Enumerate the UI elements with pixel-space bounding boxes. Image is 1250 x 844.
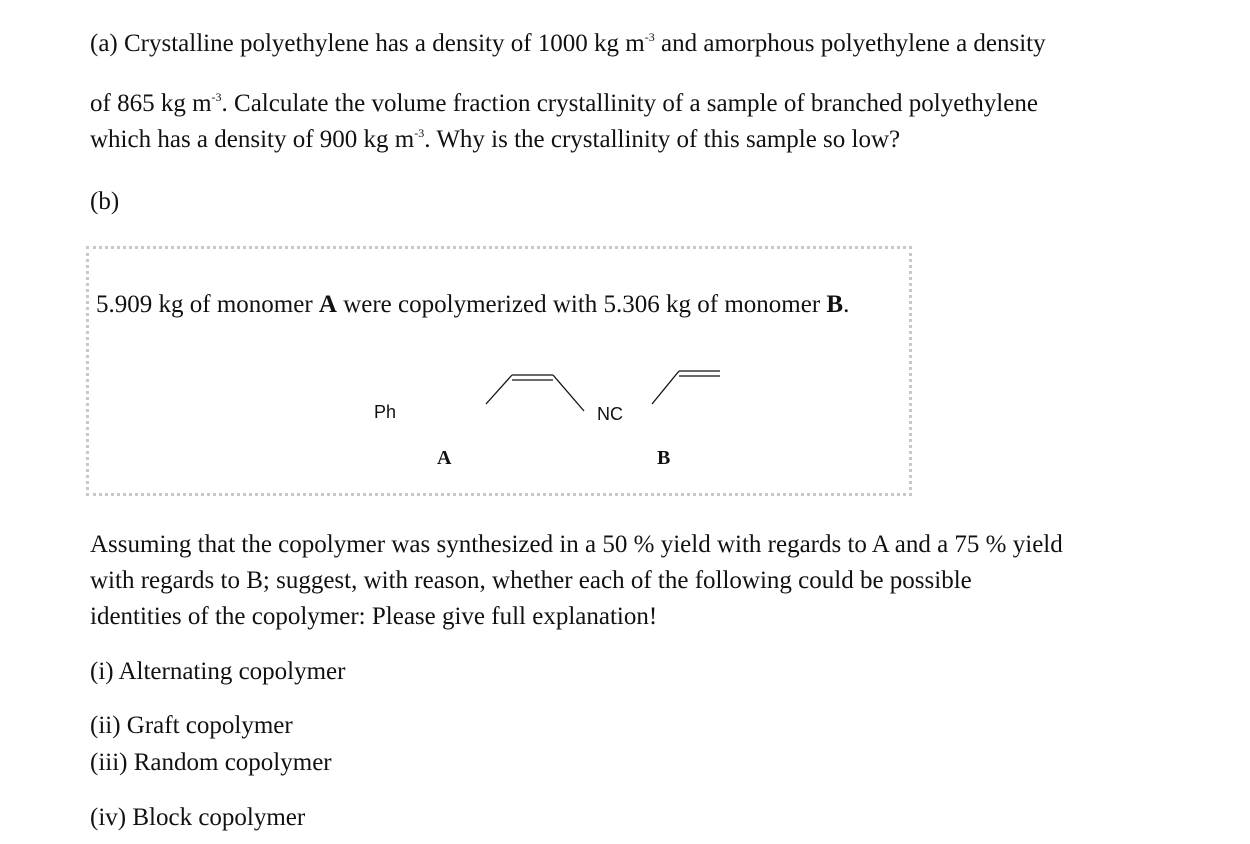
structure-a-skeletal (399, 359, 599, 419)
monomer-b-ref: B (826, 291, 844, 318)
superscript-exponent: -3 (211, 90, 222, 104)
monomer-box (86, 246, 912, 496)
question-line-2: with regards to B; suggest, with reason, whether each of the following could be possible (90, 567, 972, 594)
part-a-line-3-text: which has a density of 900 kg m (90, 126, 415, 153)
option-alternating: (i) Alternating copolymer (90, 658, 346, 685)
monomer-statement (96, 289, 849, 321)
part-a-line-2 (90, 88, 1038, 120)
monomer-a-ref: A (318, 291, 337, 318)
question-line-1: Assuming that the copolymer was synthesized in a 50 % yield with regards to A and a 75 % yield (90, 531, 1063, 558)
structure-b-skeletal (619, 359, 819, 419)
option-random: (iii) Random copolymer (90, 749, 332, 776)
part-a-line-1-text: (a) Crystalline polyethylene has a density of 1000 kg m (90, 30, 645, 57)
question-line-3: identities of the copolymer: Please give full explanation! (90, 603, 658, 630)
part-a-line-2-text: of 865 kg m (90, 90, 212, 117)
monomer-statement-text-1: 5.909 kg of monomer (96, 291, 319, 318)
part-a-line-1 (90, 28, 1046, 60)
monomer-statement-text-2: were copolymerized with 5.306 kg of monomer (336, 291, 827, 318)
part-a-line-3-tail: . Why is the crystallinity of this sample so low? (424, 126, 901, 153)
part-a-line-2-tail: . Calculate the volume fraction crystallinity of a sample of branched polyethylene (221, 90, 1038, 117)
structure-a-label: A (437, 447, 452, 469)
option-block: (iv) Block copolymer (90, 804, 306, 831)
option-graft: (ii) Graft copolymer (90, 712, 293, 739)
structure-b-label: B (657, 447, 671, 469)
monomer-statement-text-3: . (843, 291, 850, 318)
part-b-label: (b) (90, 188, 120, 215)
part-a-line-3 (90, 124, 900, 156)
superscript-exponent: -3 (644, 30, 655, 44)
structure-b-substituent: NC (597, 404, 623, 424)
part-a-line-1-tail: and amorphous polyethylene a density (654, 30, 1046, 57)
superscript-exponent: -3 (414, 126, 425, 140)
structure-a-substituent: Ph (374, 402, 397, 422)
